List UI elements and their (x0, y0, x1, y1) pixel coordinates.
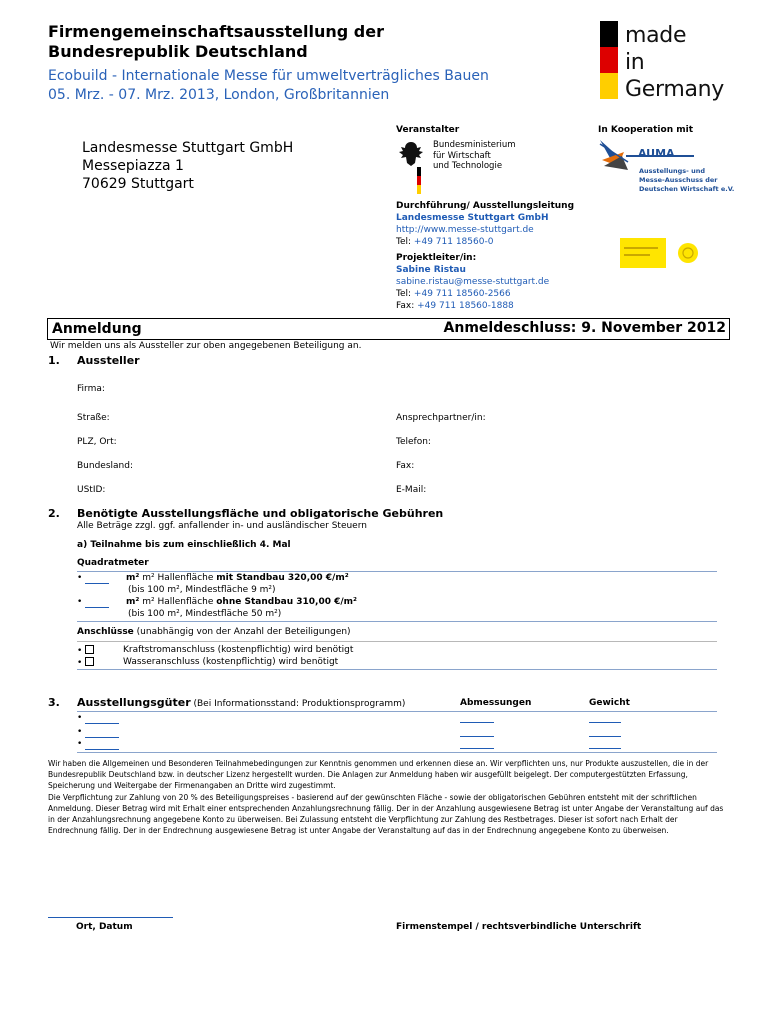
execution-url-link[interactable]: http://www.messe-stuttgart.de (396, 225, 534, 235)
goods-input[interactable] (85, 739, 119, 750)
logo-word-made: made (625, 23, 687, 48)
stamp-signature-label: Firmenstempel / rechtsverbindliche Unterschrift (396, 922, 642, 932)
divider (77, 669, 717, 670)
section3-number: 3. (48, 696, 60, 709)
title-line1: Firmengemeinschaftsausstellung der (48, 22, 384, 41)
project-fax: +49 711 18560-1888 (417, 301, 514, 311)
option-without-stand: • m² m² Hallenfläche ohne Standbau 310,00 €/m² (77, 597, 357, 607)
logo-word-in: in (625, 50, 645, 75)
goods-row-3: • (77, 739, 119, 750)
project-tel: +49 711 18560-2566 (413, 289, 511, 299)
recipient-address (82, 139, 293, 193)
firma-field-label[interactable]: Firma: (77, 384, 105, 394)
auma-sub1: Ausstellungs- und (639, 167, 706, 175)
strasse-field-label[interactable]: Straße: (77, 413, 110, 423)
messe-stuttgart-logo-icon (620, 238, 700, 268)
weight-input[interactable] (589, 736, 621, 737)
subtitle-line2: 05. Mrz. - 07. Mrz. 2013, London, Großbritannien (48, 87, 390, 103)
auma-subtitle (639, 167, 734, 194)
flag-gold-bar (600, 73, 618, 99)
square-meter-label: Quadratmeter (77, 558, 149, 568)
weight-column-header: Gewicht (589, 698, 630, 708)
vat-id-field-label[interactable]: UStID: (77, 485, 106, 495)
connections-heading (77, 627, 351, 637)
area-with-stand-input[interactable] (85, 573, 109, 584)
connections-label: Anschlüsse (77, 627, 134, 637)
section3-heading (77, 696, 405, 709)
divider (77, 641, 717, 642)
divider (77, 621, 717, 622)
option1-text: m² Hallenfläche (142, 573, 217, 583)
option2-note: (bis 100 m², Mindestfläche 50 m²) (128, 609, 282, 619)
ministry-line1: Bundesministerium (433, 140, 516, 150)
terms-paragraph-2: Die Verpflichtung zur Zahlung von 20 % des Beteiligungspreises - basierend auf der gewünschten Fläche - sowie der obligatorischen Gebühren entsteht mit der schriftlichen Anmeldung. Dieser Betrag wird mit Erhalt einer entsprechenden Anzahlungsrechnung fällig. Der in der Anzahlung ausgewiesene Betrag ist unter Angabe der Veranstaltung auf das in der Anzahlungsrechnung angegebene Konto zu überweisen. Bei Zulassung entsteht die Verpflichtung zur Zahlung des Restbetrages. Dieser ist sofort nach Erhalt der Endrechnung fällig. Der in der Endrechnung ausgewiesene Betrag ist unter Angabe der Veranstaltung auf das in der Endrechnung angegebene Konto zu überweisen. (48, 793, 724, 835)
address-line1: Landesmesse Stuttgart GmbH (82, 140, 294, 156)
made-in-germany-logo (600, 21, 730, 107)
project-label: Projektleiter/in: (396, 253, 477, 263)
flag-red-bar (600, 47, 618, 73)
logo-word-germany: Germany (625, 77, 725, 102)
dimensions-input[interactable] (460, 748, 494, 749)
state-field-label[interactable]: Bundesland: (77, 461, 133, 471)
execution-tel: +49 711 18560-0 (413, 237, 494, 247)
section1-number: 1. (48, 354, 60, 367)
auma-name: AUMA (638, 147, 675, 160)
execution-company: Landesmesse Stuttgart GmbH (396, 213, 549, 223)
project-tel-label: Tel: (396, 289, 412, 299)
project-block (396, 252, 549, 312)
weight-input[interactable] (589, 748, 621, 749)
goods-input[interactable] (85, 727, 119, 738)
section1-title: Aussteller (77, 354, 140, 367)
zip-city-field-label[interactable]: PLZ, Ort: (77, 437, 117, 447)
section2-title: Benötigte Ausstellungsfläche und obligatorische Gebühren (77, 507, 444, 520)
fax-field-label[interactable]: Fax: (396, 461, 415, 471)
signature-line[interactable] (48, 917, 173, 918)
contact-person-field-label[interactable]: Ansprechpartner/in: (396, 413, 486, 423)
ministry-line3: und Technologie (433, 161, 503, 171)
auma-sub2: Messe-Ausschuss der (639, 176, 718, 184)
water-connection-row: • (77, 657, 94, 668)
goods-input[interactable] (85, 713, 119, 724)
option1-note: (bis 100 m², Mindestfläche 9 m²) (128, 585, 276, 595)
address-line3: 70629 Stuttgart (82, 176, 194, 192)
section3-note: (Bei Informationsstand: Produktionsprogramm) (190, 699, 406, 709)
section3-title: Ausstellungsgüter (77, 696, 191, 709)
divider (77, 711, 717, 712)
phone-field-label[interactable]: Telefon: (396, 437, 431, 447)
power-connection-checkbox[interactable] (85, 645, 94, 654)
area-without-stand-input[interactable] (85, 597, 109, 608)
connections-note: (unabhängig von der Anzahl der Beteiligungen) (133, 627, 351, 637)
cooperation-label: In Kooperation mit (598, 125, 694, 135)
goods-row-1: • (77, 713, 119, 724)
project-email-link[interactable]: sabine.ristau@messe-stuttgart.de (396, 277, 550, 287)
dimensions-input[interactable] (460, 722, 494, 723)
address-line2: Messepiazza 1 (82, 158, 184, 174)
option-with-stand: • m² m² Hallenfläche mit Standbau 320,00 €/m² (77, 573, 349, 583)
place-date-label: Ort, Datum (76, 922, 133, 932)
execution-block (396, 200, 574, 248)
organizer-label: Veranstalter (396, 125, 460, 135)
ministry-name (433, 140, 516, 172)
section2-number: 2. (48, 507, 60, 520)
water-connection-checkbox[interactable] (85, 657, 94, 666)
project-name: Sabine Ristau (396, 265, 466, 275)
power-connection-label: Kraftstromanschluss (kostenpflichtig) wird benötigt (123, 645, 354, 655)
title-line2: Bundesrepublik Deutschland (48, 42, 308, 61)
terms-paragraph-1: Wir haben die Allgemeinen und Besonderen Teilnahmebedingungen zur Kenntnis genommen und erkennen diese an. Wir verpflichten uns, nur Produkte auszustellen, die in der Bundesrepublik Deutschland bzw. in deutscher Lizenz hergestellt wurden. Die Anlagen zur Anmeldung haben wir ausgefüllt beigelegt. Der computergestützten Erfassung, Speicherung und Weitergabe der Firmenangaben an Dritte wird zugestimmt. (48, 759, 709, 790)
option2-price: ohne Standbau 310,00 €/m² (216, 597, 357, 607)
dimensions-input[interactable] (460, 736, 494, 737)
divider (77, 752, 717, 753)
subtitle-line1: Ecobuild - Internationale Messe für umweltverträgliches Bauen (48, 68, 489, 84)
registration-deadline: Anmeldeschluss: 9. November 2012 (443, 320, 726, 336)
weight-input[interactable] (589, 722, 621, 723)
option1-price: mit Standbau 320,00 €/m² (216, 573, 349, 583)
page-title (48, 22, 508, 62)
email-field-label[interactable]: E-Mail: (396, 485, 427, 495)
registration-title: Anmeldung (52, 321, 142, 337)
auma-sub3: Deutschen Wirtschaft e.V. (639, 185, 735, 193)
ministry-line2: für Wirtschaft (433, 150, 491, 161)
water-connection-label: Wasseranschluss (kostenpflichtig) wird benötigt (123, 657, 339, 667)
dimensions-column-header: Abmessungen (460, 698, 532, 708)
goods-row-2: • (77, 727, 119, 738)
power-connection-row: • (77, 645, 94, 656)
federal-eagle-icon (396, 139, 426, 197)
execution-label: Durchführung/ Ausstellungsleitung (396, 201, 575, 211)
divider (77, 571, 717, 572)
registration-note: Wir melden uns als Aussteller zur oben angegebenen Beteiligung an. (50, 341, 362, 351)
event-subtitle (48, 67, 518, 105)
section2-sub-a: a) Teilnahme bis zum einschließlich 4. Mal (77, 540, 291, 550)
section2-note: Alle Beträge zzgl. ggf. anfallender in- und ausländischer Steuern (77, 521, 367, 531)
flag-black-bar (600, 21, 618, 47)
execution-tel-label: Tel: (396, 237, 412, 247)
option2-text: m² Hallenfläche (142, 597, 217, 607)
project-fax-label: Fax: (396, 301, 415, 311)
